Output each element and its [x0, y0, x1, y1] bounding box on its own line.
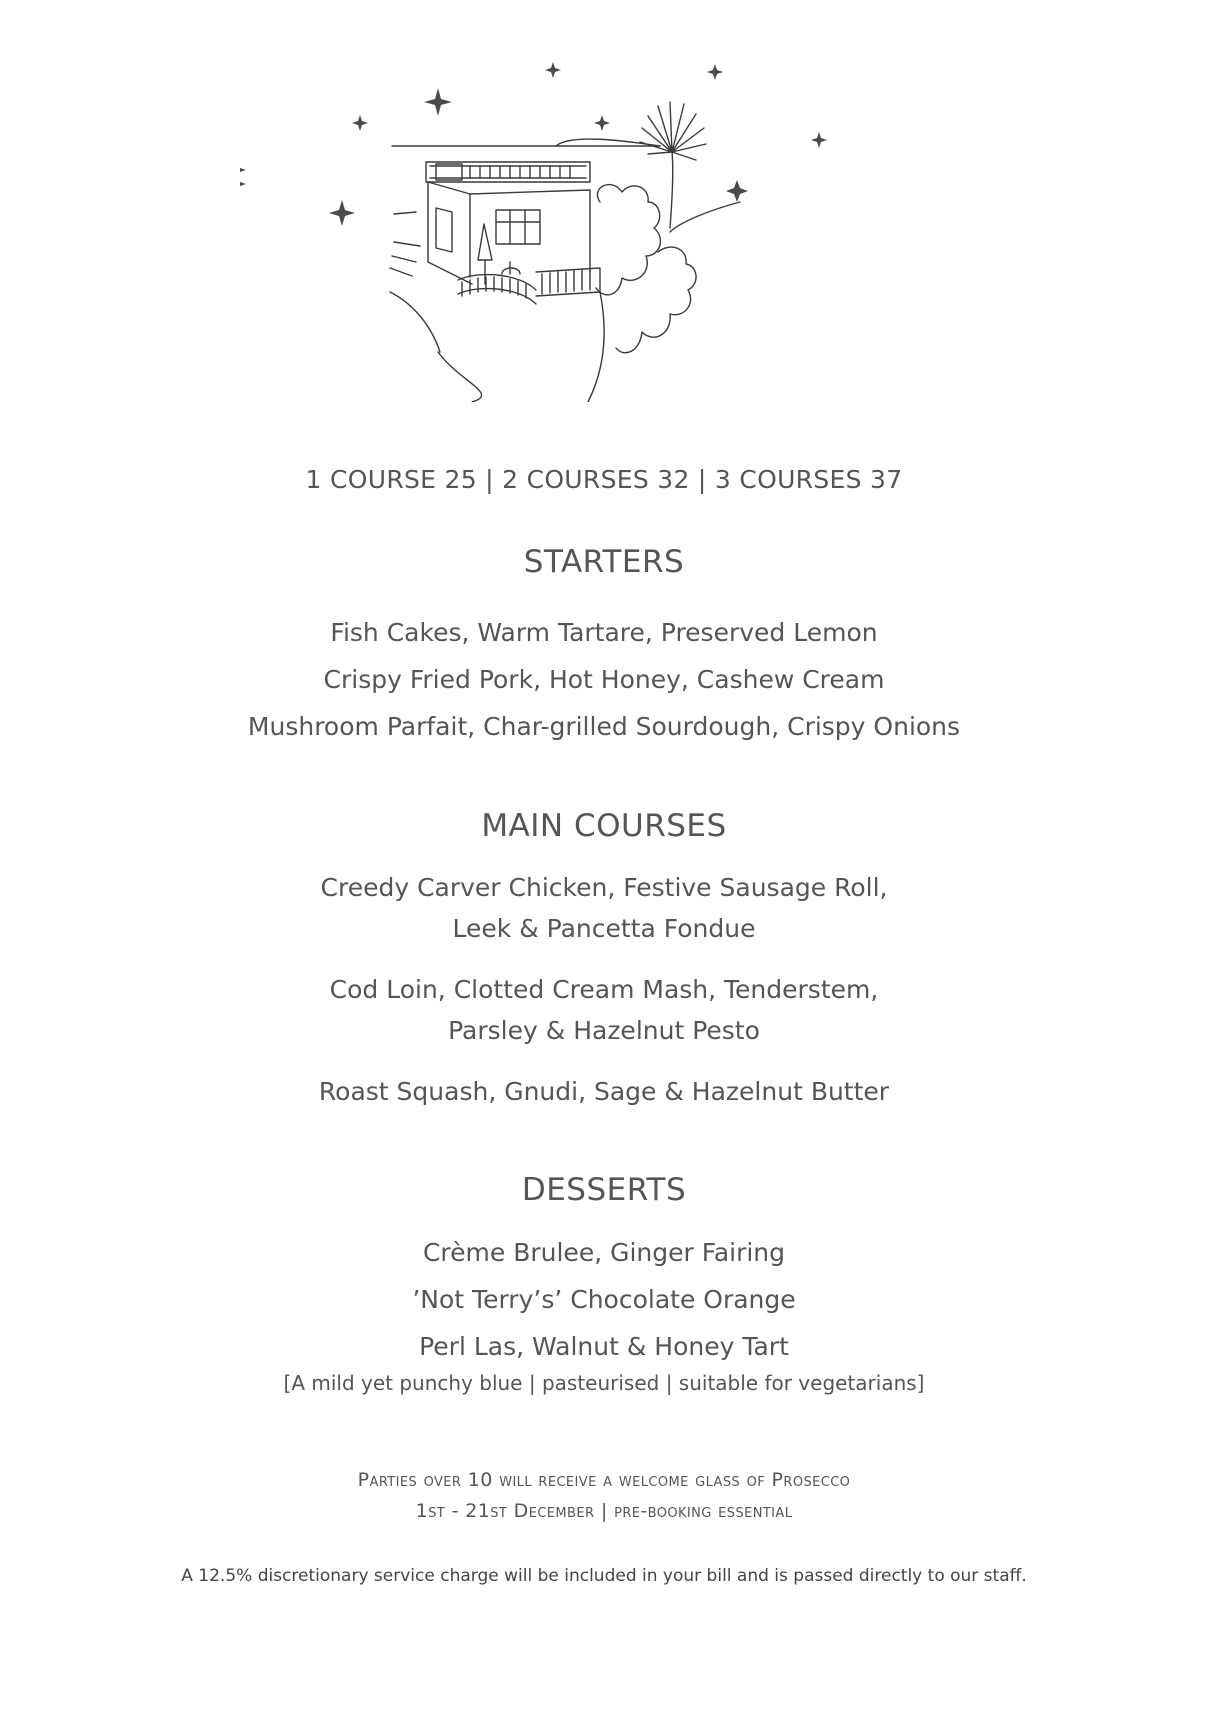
starters-list: [0, 609, 1208, 750]
dessert-item: Perl Las, Walnut & Honey Tart: [419, 1332, 789, 1361]
service-charge-disclaimer: A 12.5% discretionary service charge will be included in your bill and is passed directly to our staff.: [181, 1566, 1027, 1586]
cheese-note: [A mild yet punchy blue | pasteurised | suitable for vegetarians]: [283, 1371, 925, 1395]
desserts-heading: DESSERTS: [521, 1172, 687, 1208]
booking-dates: 1st - 21st December | pre-booking essential: [415, 1500, 793, 1522]
star-icon: [329, 200, 355, 226]
main-course-item: [0, 969, 1208, 1051]
course-pricing: 1 COURSE 25 | 2 COURSES 32 | 3 COURSES 37: [305, 465, 903, 494]
starter-item: Mushroom Parfait, Char-grilled Sourdough, Crispy Onions: [247, 712, 961, 741]
main-course-line: Creedy Carver Chicken, Festive Sausage Roll,: [320, 873, 888, 902]
star-icon: [811, 132, 827, 148]
main-course-line: Cod Loin, Clotted Cream Mash, Tenderstem,: [329, 975, 879, 1004]
main-course-item: [0, 1071, 1208, 1112]
main-courses-list: [0, 867, 1208, 1132]
starter-item: Fish Cakes, Warm Tartare, Preserved Lemon: [330, 618, 878, 647]
main-course-line: Leek & Pancetta Fondue: [452, 914, 756, 943]
main-course-line: Parsley & Hazelnut Pesto: [448, 1016, 760, 1045]
star-icon: [424, 88, 452, 116]
prosecco-offer: Parties over 10 will receive a welcome glass of Prosecco: [357, 1469, 851, 1491]
hotel-illustration: [240, 52, 920, 402]
dessert-item: ’Not Terry’s’ Chocolate Orange: [412, 1285, 796, 1314]
booking-info: [0, 1465, 1208, 1527]
main-courses-heading: MAIN COURSES: [481, 808, 727, 844]
main-course-item: [0, 867, 1208, 949]
stars: [240, 62, 827, 226]
starters-heading: STARTERS: [523, 544, 685, 580]
main-course-line: Roast Squash, Gnudi, Sage & Hazelnut Butter: [318, 1077, 890, 1106]
star-icon: [545, 62, 561, 78]
building-lineart: [390, 102, 740, 402]
star-icon: [594, 115, 610, 131]
dessert-item: Crème Brulee, Ginger Fairing: [422, 1238, 786, 1267]
star-icon: [726, 180, 748, 202]
star-icon: [352, 115, 368, 131]
desserts-list: [0, 1229, 1208, 1370]
star-icon: [707, 64, 723, 80]
starter-item: Crispy Fried Pork, Hot Honey, Cashew Cream: [323, 665, 885, 694]
